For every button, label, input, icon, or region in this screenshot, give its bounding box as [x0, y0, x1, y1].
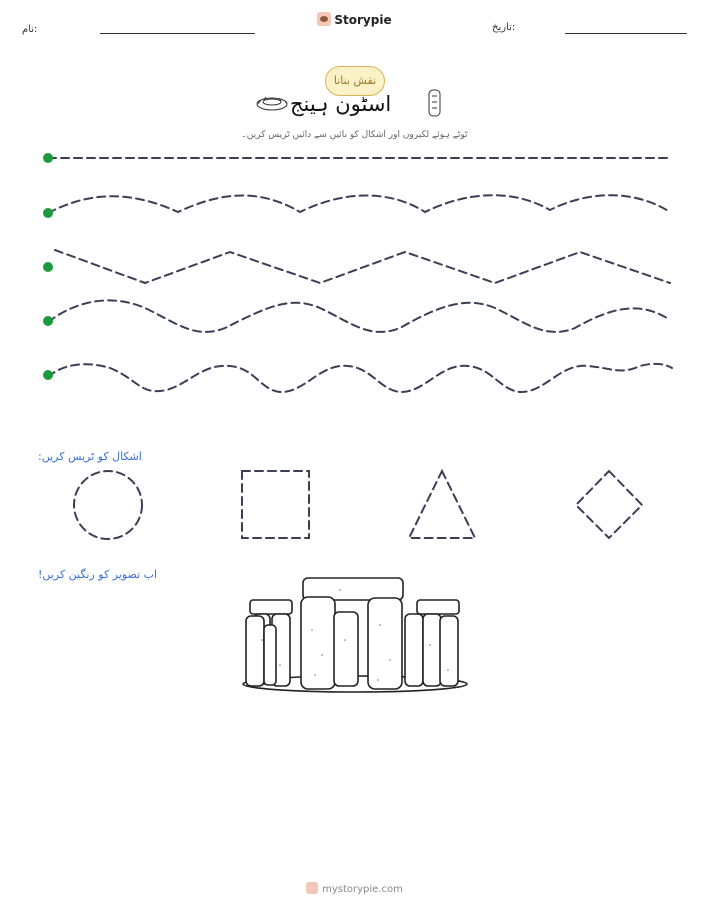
trace-square — [242, 471, 309, 538]
category-badge: نقش بنانا — [325, 66, 385, 96]
start-dot — [43, 153, 53, 163]
stonehenge-illustration — [243, 578, 467, 692]
start-dots — [43, 153, 53, 380]
instructions: ٹوٹے ہوئے لکیروں اور اشکال کو بائیں سے دائیں ٹریس کریں۔ — [241, 130, 468, 140]
start-dot — [43, 316, 53, 326]
standing-stone-icon — [429, 90, 440, 116]
tracing-lines[interactable] — [48, 158, 672, 392]
shapes-heading: اشکال کو ٹریس کریں: — [38, 450, 142, 463]
trace-line-wave — [48, 195, 670, 213]
date-label: تاریخ: — [492, 22, 516, 33]
name-label: نام: — [22, 24, 38, 35]
start-dot — [43, 370, 53, 380]
trace-circle — [74, 471, 142, 539]
start-dot — [43, 208, 53, 218]
start-dot — [43, 262, 53, 272]
footer-url[interactable]: mystorypie.com — [322, 884, 403, 895]
footer — [0, 882, 709, 895]
trace-triangle — [409, 471, 475, 538]
trace-line-wave-2 — [48, 300, 670, 332]
trace-line-zigzag — [55, 250, 670, 283]
trace-shapes[interactable] — [74, 471, 642, 539]
trace-line-bumpy — [48, 364, 672, 392]
storypie-footer-logo-icon — [306, 882, 318, 894]
stone-ring-icon — [257, 97, 287, 110]
trace-diamond — [576, 471, 642, 538]
brand-name: Storypie — [334, 13, 392, 27]
page-title: اسٹون ہینج — [290, 92, 392, 116]
coloring-heading: اب تصویر کو رنگین کریں! — [38, 568, 158, 581]
